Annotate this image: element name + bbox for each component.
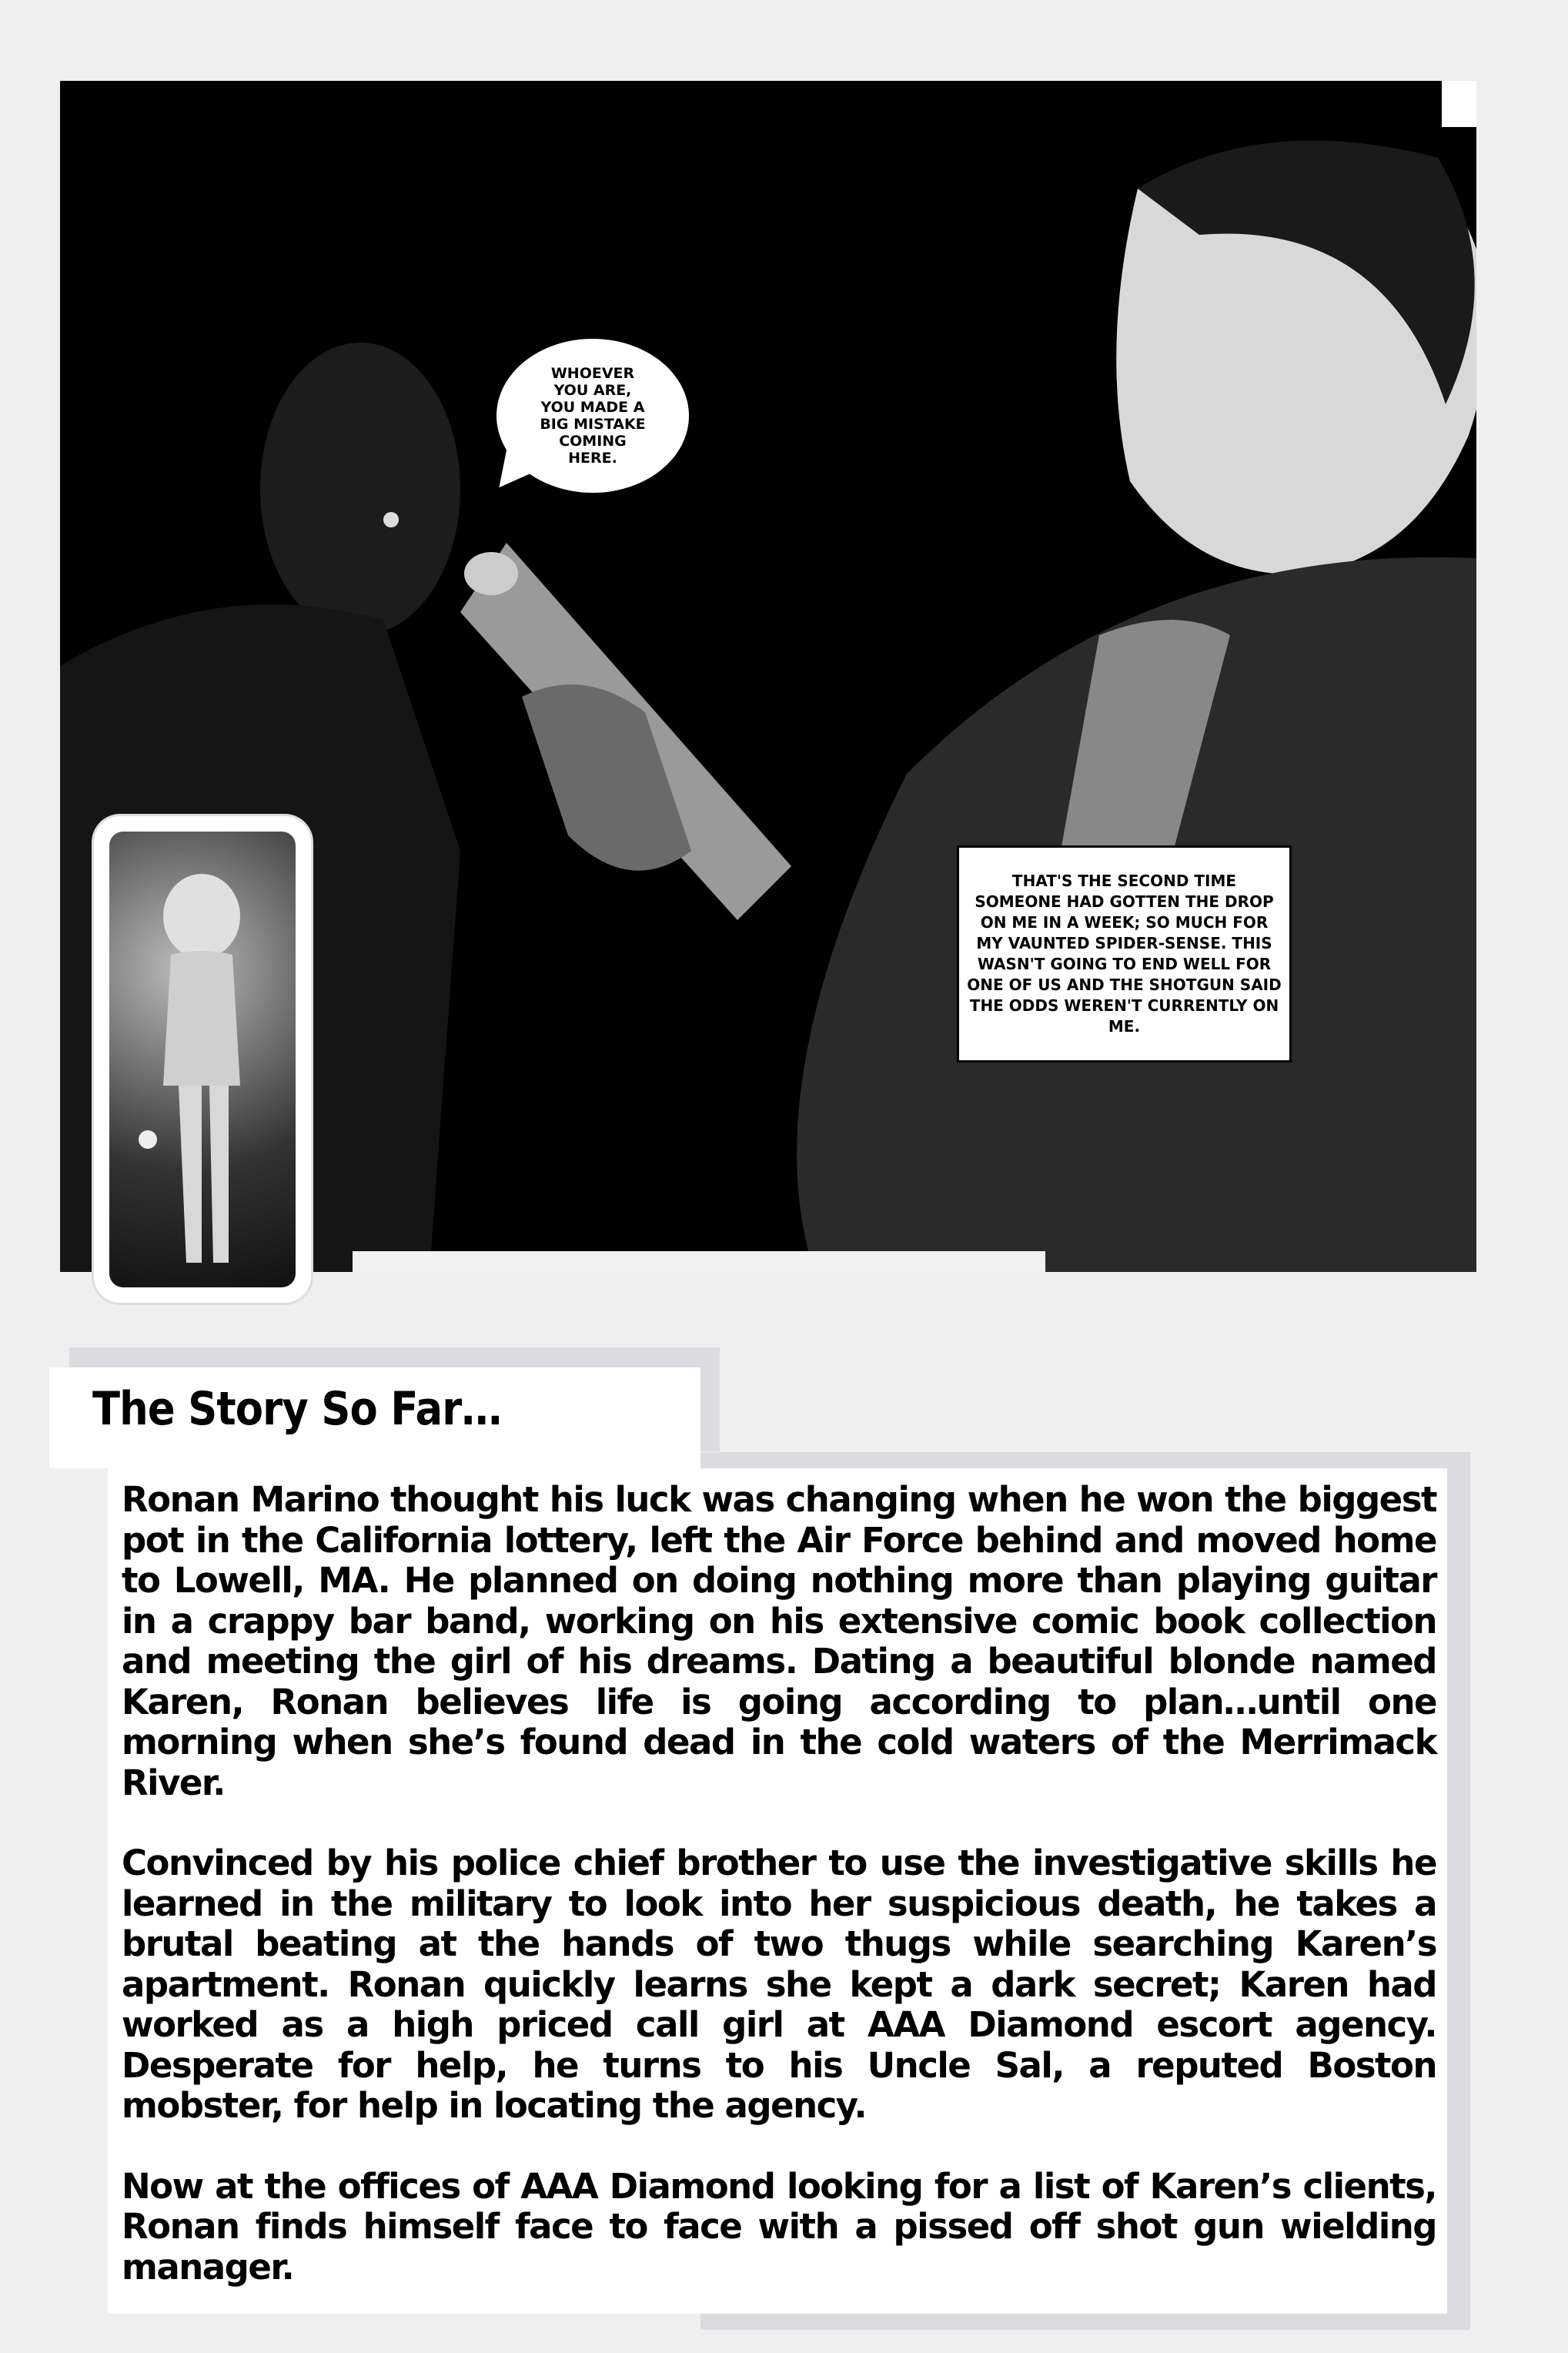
karen-figure [109, 832, 296, 1287]
inset-illustration [109, 832, 296, 1287]
panel-corner [1442, 81, 1476, 127]
recap-paragraph: Now at the offices of AAA Diamond looking for a list of Karen’s clients, Ronan finds himself face to face with a pissed off shot gun wielding manager. [122, 2165, 1436, 2288]
recap-text [122, 1480, 1436, 2328]
shotgun-muzzle [464, 552, 518, 595]
hands [522, 684, 691, 871]
recap-title: The Story So Far… [92, 1382, 502, 1436]
floor-light [353, 1251, 1045, 1272]
speech-bubble [496, 339, 689, 493]
thug-eye [383, 512, 399, 527]
narration-caption [957, 845, 1292, 1063]
inset-panel-karen [94, 816, 311, 1303]
caption-text: THAT'S THE SECOND TIME SOMEONE HAD GOTTEN THE DROP ON ME IN A WEEK; SO MUCH FOR MY VAUNTED SPIDER-SENSE. THIS WASN'T GOING TO END WELL FOR ONE OF US AND THE SHOTGUN SAID THE ODDS WEREN'T CURRENTLY ON ME. [967, 872, 1282, 1036]
speech-bubble-text: WHOEVER YOU ARE, YOU MADE A BIG MISTAKE COMING HERE. [540, 365, 646, 467]
thug-head [260, 343, 460, 635]
recap-paragraph: Ronan Marino thought his luck was changing when he won the biggest pot in the California lottery, left the Air Force behind and moved home to Lowell, MA. He planned on doing nothing more than playing guitar in a crappy bar band, working on his extensive comic book collection and meeting the girl of his dreams. Dating a beautiful blonde named Karen, Ronan believes life is going according to plan…until one morning when she’s found dead in the cold waters of the Merrimack River. [122, 1479, 1436, 1803]
recap-paragraph: Convinced by his police chief brother to use the investigative skills he learned in the military to look into her suspicious death, he takes a brutal beating at the hands of two thugs while searching Karen’s apartment. Ronan quickly learns she kept a dark secret; Karen had worked as a high priced call girl at AAA Diamond escort agency. Desperate for help, he turns to his Uncle Sal, a reputed Boston mobster, for help in locating the agency. [122, 1843, 1436, 2126]
